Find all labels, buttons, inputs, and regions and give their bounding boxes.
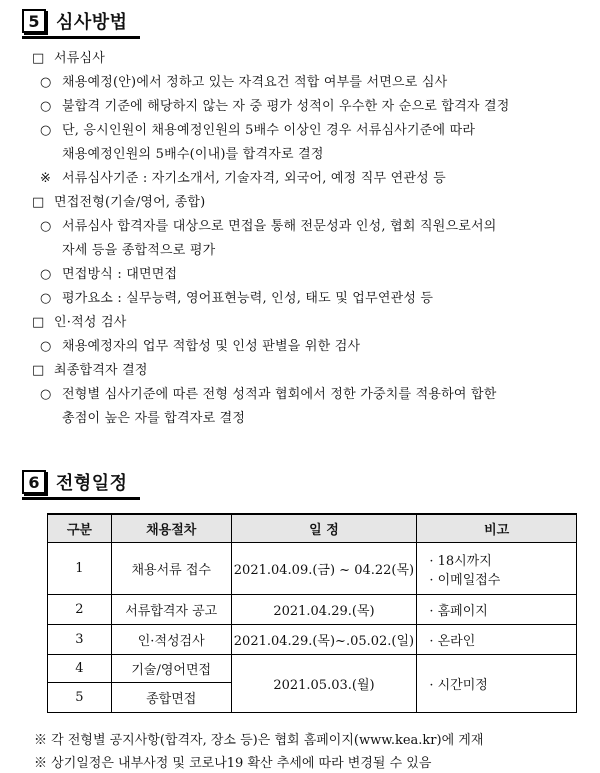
- list-item: □ 면접전형(기술/영어, 종합): [32, 195, 206, 210]
- table-row: [48, 655, 577, 683]
- list-item: ○ 단, 응시인원이 채용예정인원의 5배수 이상인 경우 서류심사기준에 따라: [40, 123, 476, 138]
- section-5-underline: [22, 36, 140, 39]
- list-item: ○ 채용예정(안)에서 정하고 있는 자격요건 적합 여부를 서면으로 심사: [40, 75, 448, 90]
- list-item: ○ 평가요소 : 실무능력, 영어표현능력, 인성, 태도 및 업무연관성 등: [40, 291, 434, 306]
- header-cell: 구분: [48, 514, 112, 543]
- header-cell: 비고: [417, 514, 577, 543]
- row-date: 2021.04.29.(목)~.05.02.(일): [231, 625, 417, 655]
- row-date: 2021.05.03.(월): [231, 655, 417, 713]
- row-step: 종합면접: [111, 683, 231, 713]
- list-item: □ 인·적성 검사: [32, 315, 127, 330]
- list-item: 채용예정인원의 5배수(이내)를 합격자로 결정: [62, 147, 324, 162]
- section-6-title: 전형일정: [56, 473, 128, 494]
- table-header-row: [48, 514, 577, 543]
- footnote: ※ 각 전형별 공지사항(합격자, 장소 등)은 협회 홈페이지(www.kea.kr)에 게재: [34, 733, 484, 748]
- list-item: ○ 면접방식 : 대면면접: [40, 267, 178, 282]
- row-step: 기술/영어면접: [111, 655, 231, 683]
- row-notes: · 홈페이지: [417, 595, 577, 625]
- list-item: ○ 불합격 기준에 해당하지 않는 자 중 평가 성적이 우수한 자 순으로 합격자 결정: [40, 99, 510, 114]
- row-notes: · 시간미정: [417, 655, 577, 713]
- list-item: □ 서류심사: [32, 51, 106, 66]
- section-6-number: 6: [22, 470, 46, 494]
- row-step: 인·적성검사: [111, 625, 231, 655]
- table-row: [48, 595, 577, 625]
- row-notes: · 18시까지 · 이메일접수: [417, 543, 577, 595]
- list-item: □ 최종합격자 결정: [32, 363, 148, 378]
- row-step: 채용서류 접수: [111, 543, 231, 595]
- row-number: 1: [48, 543, 112, 595]
- section-6-header: [22, 469, 128, 495]
- row-number: 3: [48, 625, 112, 655]
- section-6-underline: [22, 497, 140, 500]
- list-item: 자세 등을 종합적으로 평가: [62, 243, 216, 258]
- table-row: [48, 625, 577, 655]
- footnote: ※ 상기일정은 내부사정 및 코로나19 확산 추세에 따라 변경될 수 있음: [34, 756, 432, 771]
- section-5-number: 5: [22, 9, 46, 33]
- list-item: ○ 채용예정자의 업무 적합성 및 인성 판별을 위한 검사: [40, 339, 361, 354]
- header-cell: 일 정: [231, 514, 417, 543]
- section-5-title: 심사방법: [56, 12, 128, 33]
- section-5-header: [22, 8, 128, 34]
- row-number: 4: [48, 655, 112, 683]
- list-item: ※ 서류심사기준 : 자기소개서, 기술자격, 외국어, 예정 직무 연관성 등: [40, 171, 446, 186]
- list-item: 총점이 높은 자를 합격자로 결정: [62, 411, 246, 426]
- row-number: 5: [48, 683, 112, 713]
- row-notes: · 온라인: [417, 625, 577, 655]
- row-date: 2021.04.29.(목): [231, 595, 417, 625]
- list-item: ○ 전형별 심사기준에 따른 전형 성적과 협회에서 정한 가중치를 적용하여 합한: [40, 387, 497, 402]
- row-step: 서류합격자 공고: [111, 595, 231, 625]
- schedule-table: [47, 513, 577, 713]
- row-date: 2021.04.09.(금) ~ 04.22(목): [231, 543, 417, 595]
- table-row: [48, 543, 577, 595]
- list-item: ○ 서류심사 합격자를 대상으로 면접을 통해 전문성과 인성, 협회 직원으로서의: [40, 219, 497, 234]
- row-number: 2: [48, 595, 112, 625]
- header-cell: 채용절차: [111, 514, 231, 543]
